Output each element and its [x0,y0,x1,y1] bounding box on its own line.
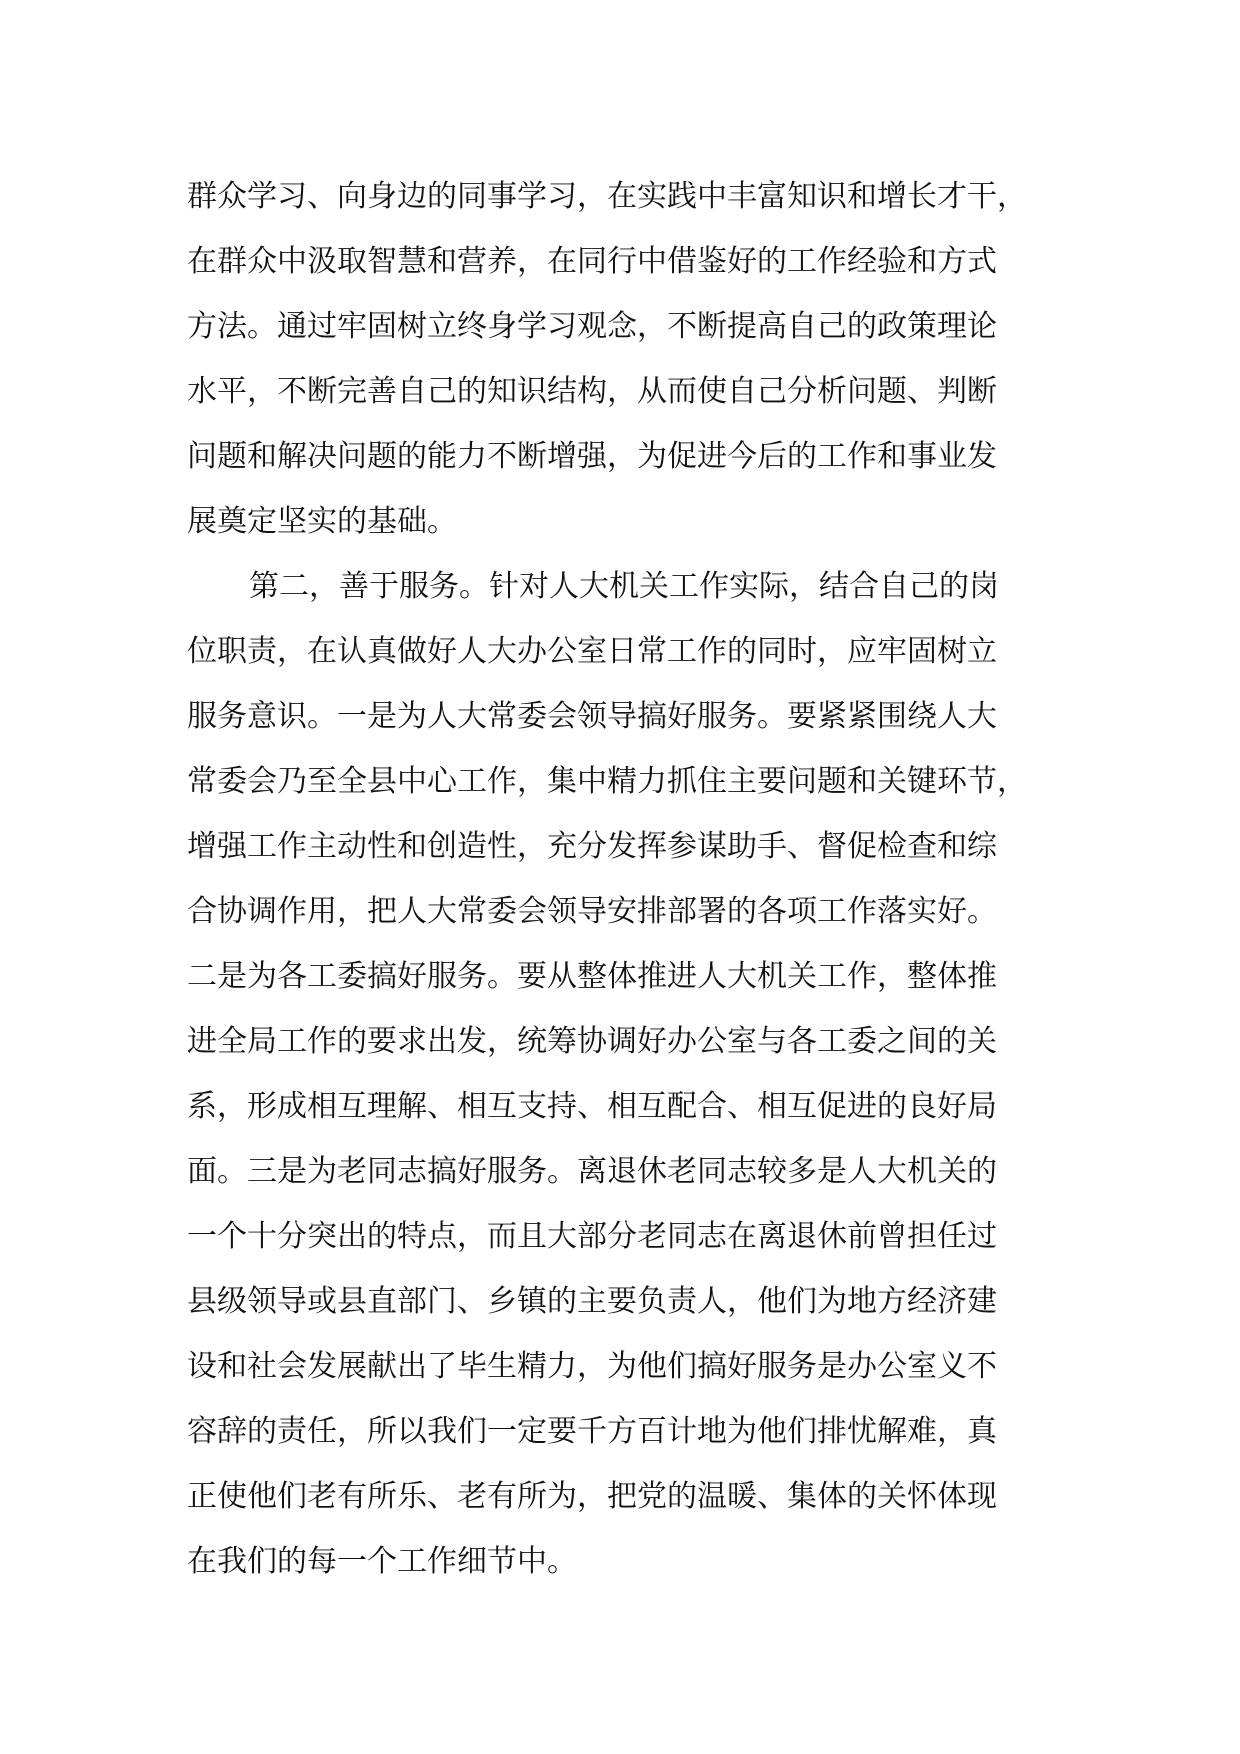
text-line: 位职责，在认真做好人大办公室日常工作的同时，应牢固树立 [187,634,997,669]
text-line: 容辞的责任，所以我们一定要千方百计地为他们排忧解难，真 [187,1414,997,1449]
text-line: 在群众中汲取智慧和营养，在同行中借鉴好的工作经验和方式 [187,244,997,279]
text-line: 常委会乃至全县中心工作，集中精力抓住主要问题和关键环节， [187,764,1027,799]
text-line: 面。三是为老同志搞好服务。离退休老同志较多是人大机关的 [187,1154,997,1189]
text-line: 展奠定坚实的基础。 [187,504,457,539]
text-line: 群众学习、向身边的同事学习，在实践中丰富知识和增长才干， [187,179,1027,214]
paragraph-start-line: 第二，善于服务。针对人大机关工作实际，结合自己的岗 [249,569,999,604]
text-line: 二是为各工委搞好服务。要从整体推进人大机关工作，整体推 [187,959,997,994]
text-line: 合协调作用，把人大常委会领导安排部署的各项工作落实好。 [187,894,997,929]
text-line: 系，形成相互理解、相互支持、相互配合、相互促进的良好局 [187,1089,997,1124]
text-line: 方法。通过牢固树立终身学习观念，不断提高自己的政策理论 [187,309,997,344]
text-line: 设和社会发展献出了毕生精力，为他们搞好服务是办公室义不 [187,1349,997,1384]
text-line: 在我们的每一个工作细节中。 [187,1544,577,1579]
text-line: 服务意识。一是为人大常委会领导搞好服务。要紧紧围绕人大 [187,699,997,734]
text-line: 进全局工作的要求出发，统筹协调好办公室与各工委之间的关 [187,1024,997,1059]
text-line: 水平，不断完善自己的知识结构，从而使自己分析问题、判断 [187,374,997,409]
text-line: 增强工作主动性和创造性，充分发挥参谋助手、督促检查和综 [187,829,997,864]
text-line: 问题和解决问题的能力不断增强，为促进今后的工作和事业发 [187,439,997,474]
text-line: 正使他们老有所乐、老有所为，把党的温暖、集体的关怀体现 [187,1479,997,1514]
document-body [187,164,1087,1594]
text-line: 一个十分突出的特点，而且大部分老同志在离退休前曾担任过 [187,1219,997,1254]
text-line: 县级领导或县直部门、乡镇的主要负责人，他们为地方经济建 [187,1284,997,1319]
